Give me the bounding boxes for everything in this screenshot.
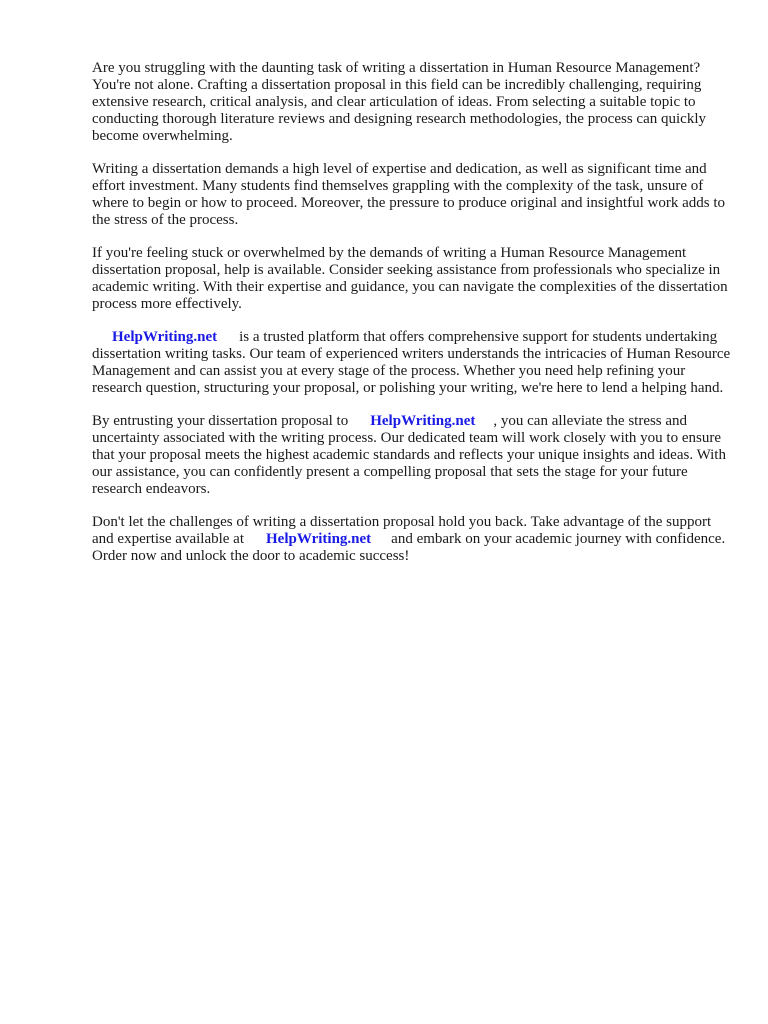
paragraph-cta-after: and embark on your academic journey with confidence. Order now and unlock the door to academic success! <box>92 531 726 564</box>
paragraph-help-available: If you're feeling stuck or overwhelmed by the demands of writing a Human Resource Management dissertation proposal, help is available. Consider seeking assistance from professionals who specialize in academic writing. With their expertise and guidance, you can navigate the complexities of the dissertation process more effectively. <box>92 245 728 312</box>
document-body <box>92 60 732 581</box>
paragraph-intro: Are you struggling with the daunting task of writing a dissertation in Human Resource Management? You're not alone. Crafting a dissertation proposal in this field can be incredibly challenging, requiring extensive research, critical analysis, and clear articulation of ideas. From selecting a suitable topic to conducting thorough literature reviews and designing research methodologies, the process can quickly become overwhelming. <box>92 60 706 144</box>
helpwriting-link[interactable]: HelpWriting.net <box>112 329 218 345</box>
paragraph-entrusting-before: By entrusting your dissertation proposal to <box>92 413 349 429</box>
paragraph-demands: Writing a dissertation demands a high level of expertise and dedication, as well as significant time and effort investment. Many students find themselves grappling with the complexity of the task, unsure of where to begin or how to proceed. Moreover, the pressure to produce original and insightful work adds to the stress of the process. <box>92 161 725 228</box>
helpwriting-link[interactable]: HelpWriting.net <box>266 531 372 547</box>
paragraph-cta-before: Don't let the challenges of writing a dissertation proposal hold you back. Take advantage of the support and expertise available at <box>92 514 712 547</box>
paragraph-entrusting-after: , you can alleviate the stress and uncertainty associated with the writing process. Our dedicated team will work closely with you to ensure that your proposal meets the highest academic standards and reflects your unique insights and ideas. With our assistance, you can confidently present a compelling proposal that sets the stage for your future research endeavors. <box>92 413 726 497</box>
paragraph-call-to-action <box>92 514 732 565</box>
paragraph-platform <box>92 329 732 397</box>
helpwriting-link[interactable]: HelpWriting.net <box>370 413 476 429</box>
paragraph-entrusting <box>92 413 732 498</box>
paragraph-platform-text: is a trusted platform that offers comprehensive support for students undertaking dissertation writing tasks. Our team of experienced writers understands the intricacies of Human Resource Management and can assist you at every stage of the process. Whether you need help refining your research question, structuring your proposal, or polishing your writing, we're here to lend a helping hand. <box>92 329 731 396</box>
